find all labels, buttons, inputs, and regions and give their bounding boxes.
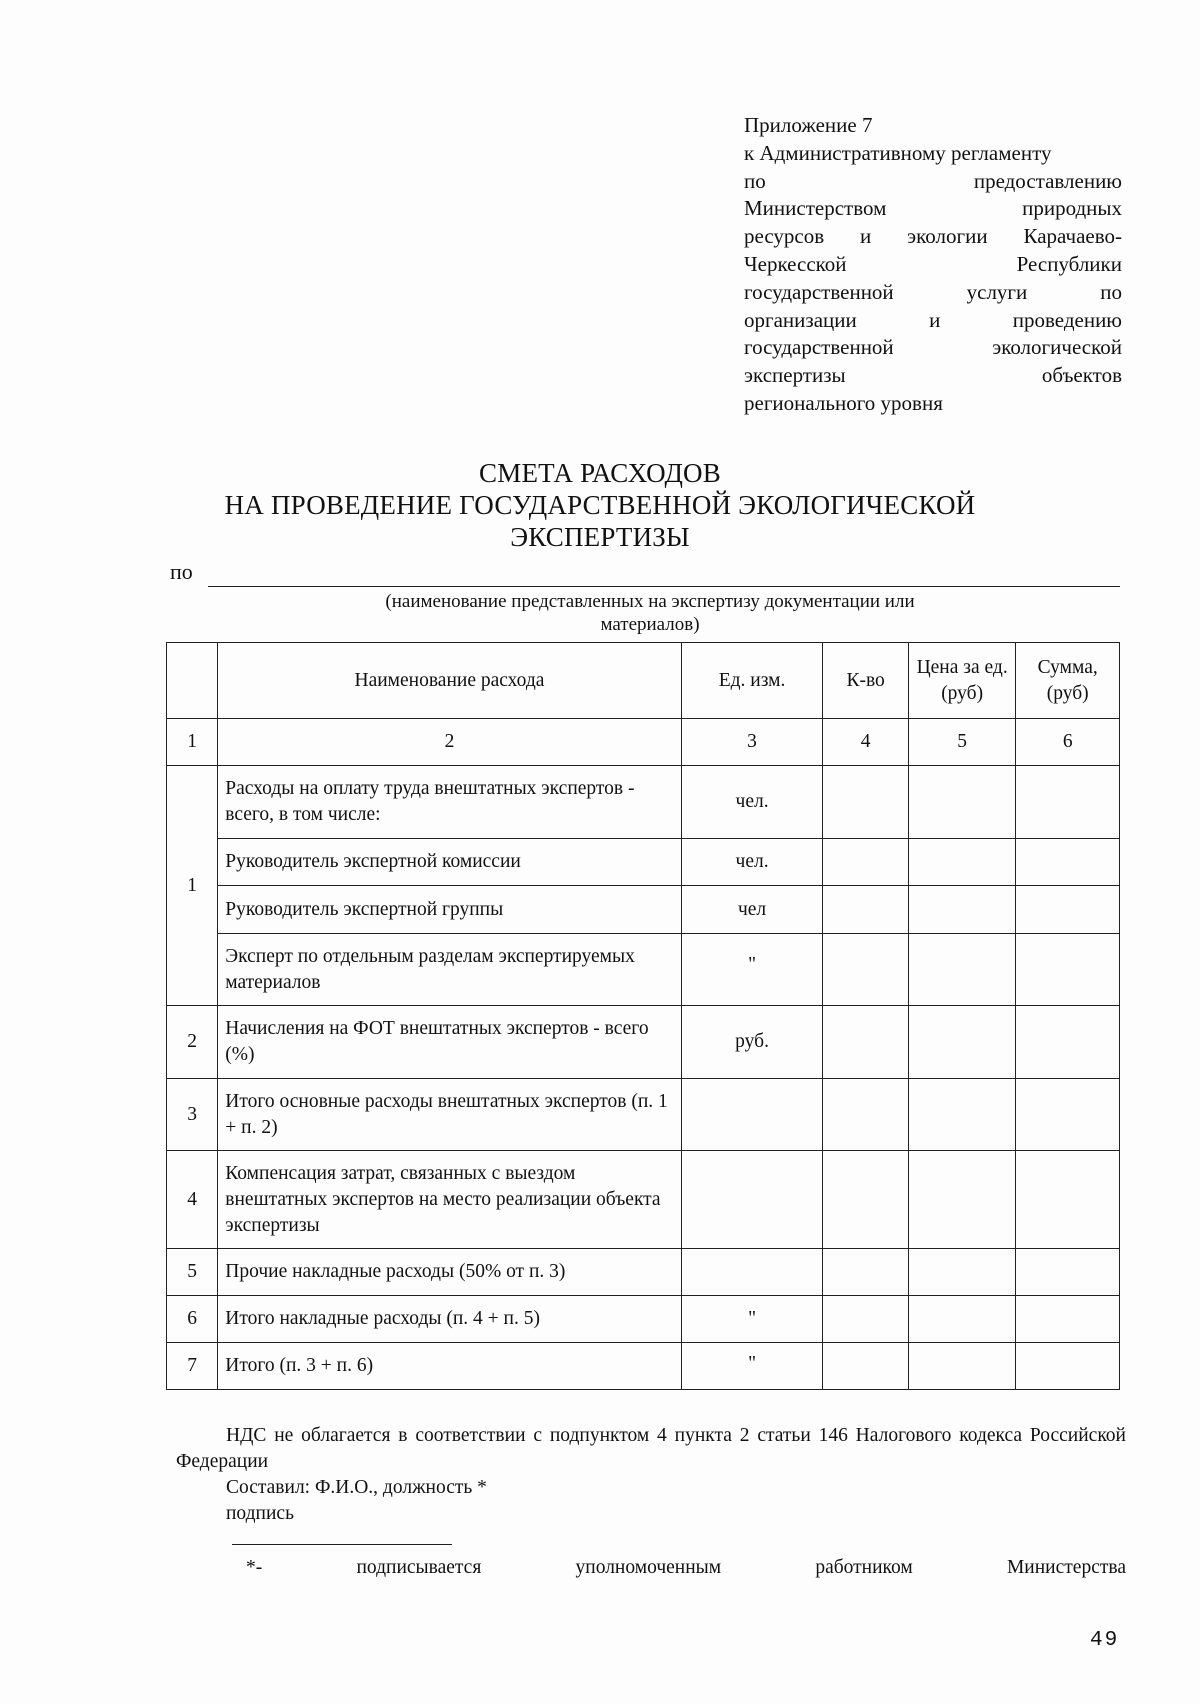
table-row (167, 1006, 1120, 1079)
appendix-word: и (929, 307, 941, 332)
row-qty (823, 1079, 908, 1151)
row-unit: " (681, 1296, 823, 1343)
row-price (908, 1151, 1016, 1249)
header-cell-unit: Ед. изм. (681, 643, 823, 719)
table-row (167, 1079, 1120, 1151)
row-qty (823, 839, 908, 886)
col-number: 3 (681, 719, 823, 766)
row-price (908, 1343, 1016, 1390)
footnote-text (246, 1557, 1126, 1579)
row-unit: чел. (681, 766, 823, 839)
appendix-word: государственной (744, 279, 894, 304)
row-number: 5 (167, 1249, 218, 1296)
table-header-row (167, 643, 1120, 719)
title-line-3: ЭКСПЕРТИЗЫ (510, 522, 690, 552)
appendix-word: государственной (744, 335, 894, 360)
row-sum (1016, 1079, 1120, 1151)
appendix-word: услуги (966, 279, 1028, 304)
appendix-line (744, 168, 1122, 196)
row-price (908, 934, 1016, 1006)
row-price (908, 766, 1016, 839)
row-qty (823, 886, 908, 934)
row-name: Руководитель экспертной группы (218, 886, 681, 934)
footnote-word: подписывается (356, 1557, 482, 1578)
row-price (908, 1006, 1016, 1079)
appendix-header (744, 112, 1122, 418)
row-name: Итого (п. 3 + п. 6) (218, 1343, 681, 1390)
appendix-line (744, 223, 1122, 251)
row-sum (1016, 886, 1120, 934)
row-number: 2 (167, 1006, 218, 1079)
appendix-word: к Административному регламенту (744, 140, 1052, 165)
appendix-word: по (744, 168, 766, 193)
table-row (167, 1296, 1120, 1343)
appendix-line (744, 251, 1122, 279)
col-number: 1 (167, 719, 218, 766)
estimate-table (166, 642, 1120, 1390)
row-name: Итого накладные расходы (п. 4 + п. 5) (218, 1296, 681, 1343)
row-unit: чел. (681, 839, 823, 886)
table-row (167, 1249, 1120, 1296)
appendix-word: регионального уровня (744, 390, 943, 415)
row-qty (823, 934, 908, 1006)
vat-note: НДС не облагается в соответствии с подпунктом 4 пункта 2 статьи 146 Налогового кодекса Российской Федерации (176, 1425, 1126, 1472)
table-row (167, 1343, 1120, 1390)
row-name: Руководитель экспертной комиссии (218, 839, 681, 886)
row-unit: чел (681, 886, 823, 934)
appendix-line (744, 112, 1122, 140)
document-title (0, 457, 1200, 553)
header-cell-name: Наименование расхода (218, 643, 681, 719)
compiled-by: Составил: Ф.И.О., должность * (226, 1477, 487, 1498)
row-sum (1016, 839, 1120, 886)
header-cell-price: Цена за ед. (руб) (908, 643, 1016, 719)
row-sum (1016, 1343, 1120, 1390)
appendix-word: объектов (1041, 363, 1122, 388)
row-name: Расходы на оплату труда внештатных экспертов - всего, в том числе: (218, 766, 681, 839)
row-qty (823, 1249, 908, 1296)
row-unit: руб. (681, 1006, 823, 1079)
col-number: 5 (908, 719, 1016, 766)
header-cell-num (167, 643, 218, 719)
appendix-word: Министерством (744, 196, 887, 221)
row-sum (1016, 934, 1120, 1006)
row-number: 7 (167, 1343, 218, 1390)
caption-line-1: (наименование представленных на экспертизу документации или (385, 591, 915, 612)
appendix-line (744, 307, 1122, 335)
appendix-word: проведению (1012, 307, 1122, 332)
row-price (908, 1079, 1016, 1151)
appendix-word: по (1100, 279, 1122, 304)
appendix-line (744, 390, 1122, 418)
row-unit (681, 1249, 823, 1296)
row-unit: " (681, 1343, 823, 1390)
appendix-line (744, 195, 1122, 223)
caption-line-2: материалов) (600, 614, 700, 635)
appendix-word: экологии (907, 224, 988, 249)
appendix-word: Черкесской (744, 251, 847, 276)
row-name: Итого основные расходы внештатных экспертов (п. 1 + п. 2) (218, 1079, 681, 1151)
appendix-word: предоставлению (973, 168, 1122, 193)
appendix-word: природных (1022, 196, 1122, 221)
row-name: Эксперт по отдельным разделам экспертируемых материалов (218, 934, 681, 1006)
page-number: 49 (1090, 1629, 1120, 1652)
appendix-word: организации (744, 307, 857, 332)
table-row (167, 1151, 1120, 1249)
appendix-line (744, 334, 1122, 362)
table-row (167, 886, 1120, 934)
row-price (908, 886, 1016, 934)
header-cell-qty: К-во (823, 643, 908, 719)
blank-underline (208, 586, 1120, 587)
column-number-row (167, 719, 1120, 766)
row-number: 6 (167, 1296, 218, 1343)
row-qty (823, 766, 908, 839)
footer-notes (176, 1423, 1126, 1527)
row-price (908, 1296, 1016, 1343)
footnote-word: *- (246, 1557, 263, 1578)
appendix-word: Республики (1016, 251, 1122, 276)
row-sum (1016, 1151, 1120, 1249)
table-row (167, 934, 1120, 1006)
table-row (167, 766, 1120, 839)
title-line-2: НА ПРОВЕДЕНИЕ ГОСУДАРСТВЕННОЙ ЭКОЛОГИЧЕСКОЙ (224, 490, 976, 520)
subject-field (170, 559, 1120, 589)
appendix-word: и (860, 224, 872, 249)
row-sum (1016, 1249, 1120, 1296)
appendix-word: экспертизы (744, 363, 846, 388)
col-number: 2 (218, 719, 681, 766)
row-price (908, 1249, 1016, 1296)
title-line-1: СМЕТА РАСХОДОВ (479, 458, 721, 488)
row-unit (681, 1151, 823, 1249)
row-qty (823, 1296, 908, 1343)
footnote-separator (232, 1544, 452, 1545)
footnote-word: Министерства (1006, 1557, 1126, 1578)
appendix-word: экологической (992, 335, 1122, 360)
signature-label: подпись (226, 1503, 294, 1524)
row-name: Компенсация затрат, связанных с выездом внештатных экспертов на место реализации объекта экспертизы (218, 1151, 681, 1249)
header-cell-sum: Сумма, (руб) (1016, 643, 1120, 719)
appendix-line (744, 279, 1122, 307)
row-price (908, 839, 1016, 886)
row-qty (823, 1343, 908, 1390)
row-number: 4 (167, 1151, 218, 1249)
appendix-line (744, 362, 1122, 390)
row-sum (1016, 1296, 1120, 1343)
row-unit: " (681, 934, 823, 1006)
row-qty (823, 1006, 908, 1079)
field-caption (300, 590, 1000, 636)
row-sum (1016, 1006, 1120, 1079)
row-sum (1016, 766, 1120, 839)
appendix-word: ресурсов (744, 224, 825, 249)
appendix-word: Приложение 7 (744, 113, 873, 137)
table-row (167, 839, 1120, 886)
col-number: 4 (823, 719, 908, 766)
row-name: Прочие накладные расходы (50% от п. 3) (218, 1249, 681, 1296)
appendix-word: Карачаево- (1023, 224, 1122, 249)
row-number: 3 (167, 1079, 218, 1151)
footnote-word: уполномоченным (575, 1557, 722, 1578)
row-unit (681, 1079, 823, 1151)
appendix-line (744, 140, 1122, 168)
po-label: по (170, 559, 193, 584)
footnote-word: работником (815, 1557, 913, 1578)
row-name: Начисления на ФОТ внештатных экспертов - всего (%) (218, 1006, 681, 1079)
row-qty (823, 1151, 908, 1249)
col-number: 6 (1016, 719, 1120, 766)
row-number: 1 (167, 766, 218, 1006)
